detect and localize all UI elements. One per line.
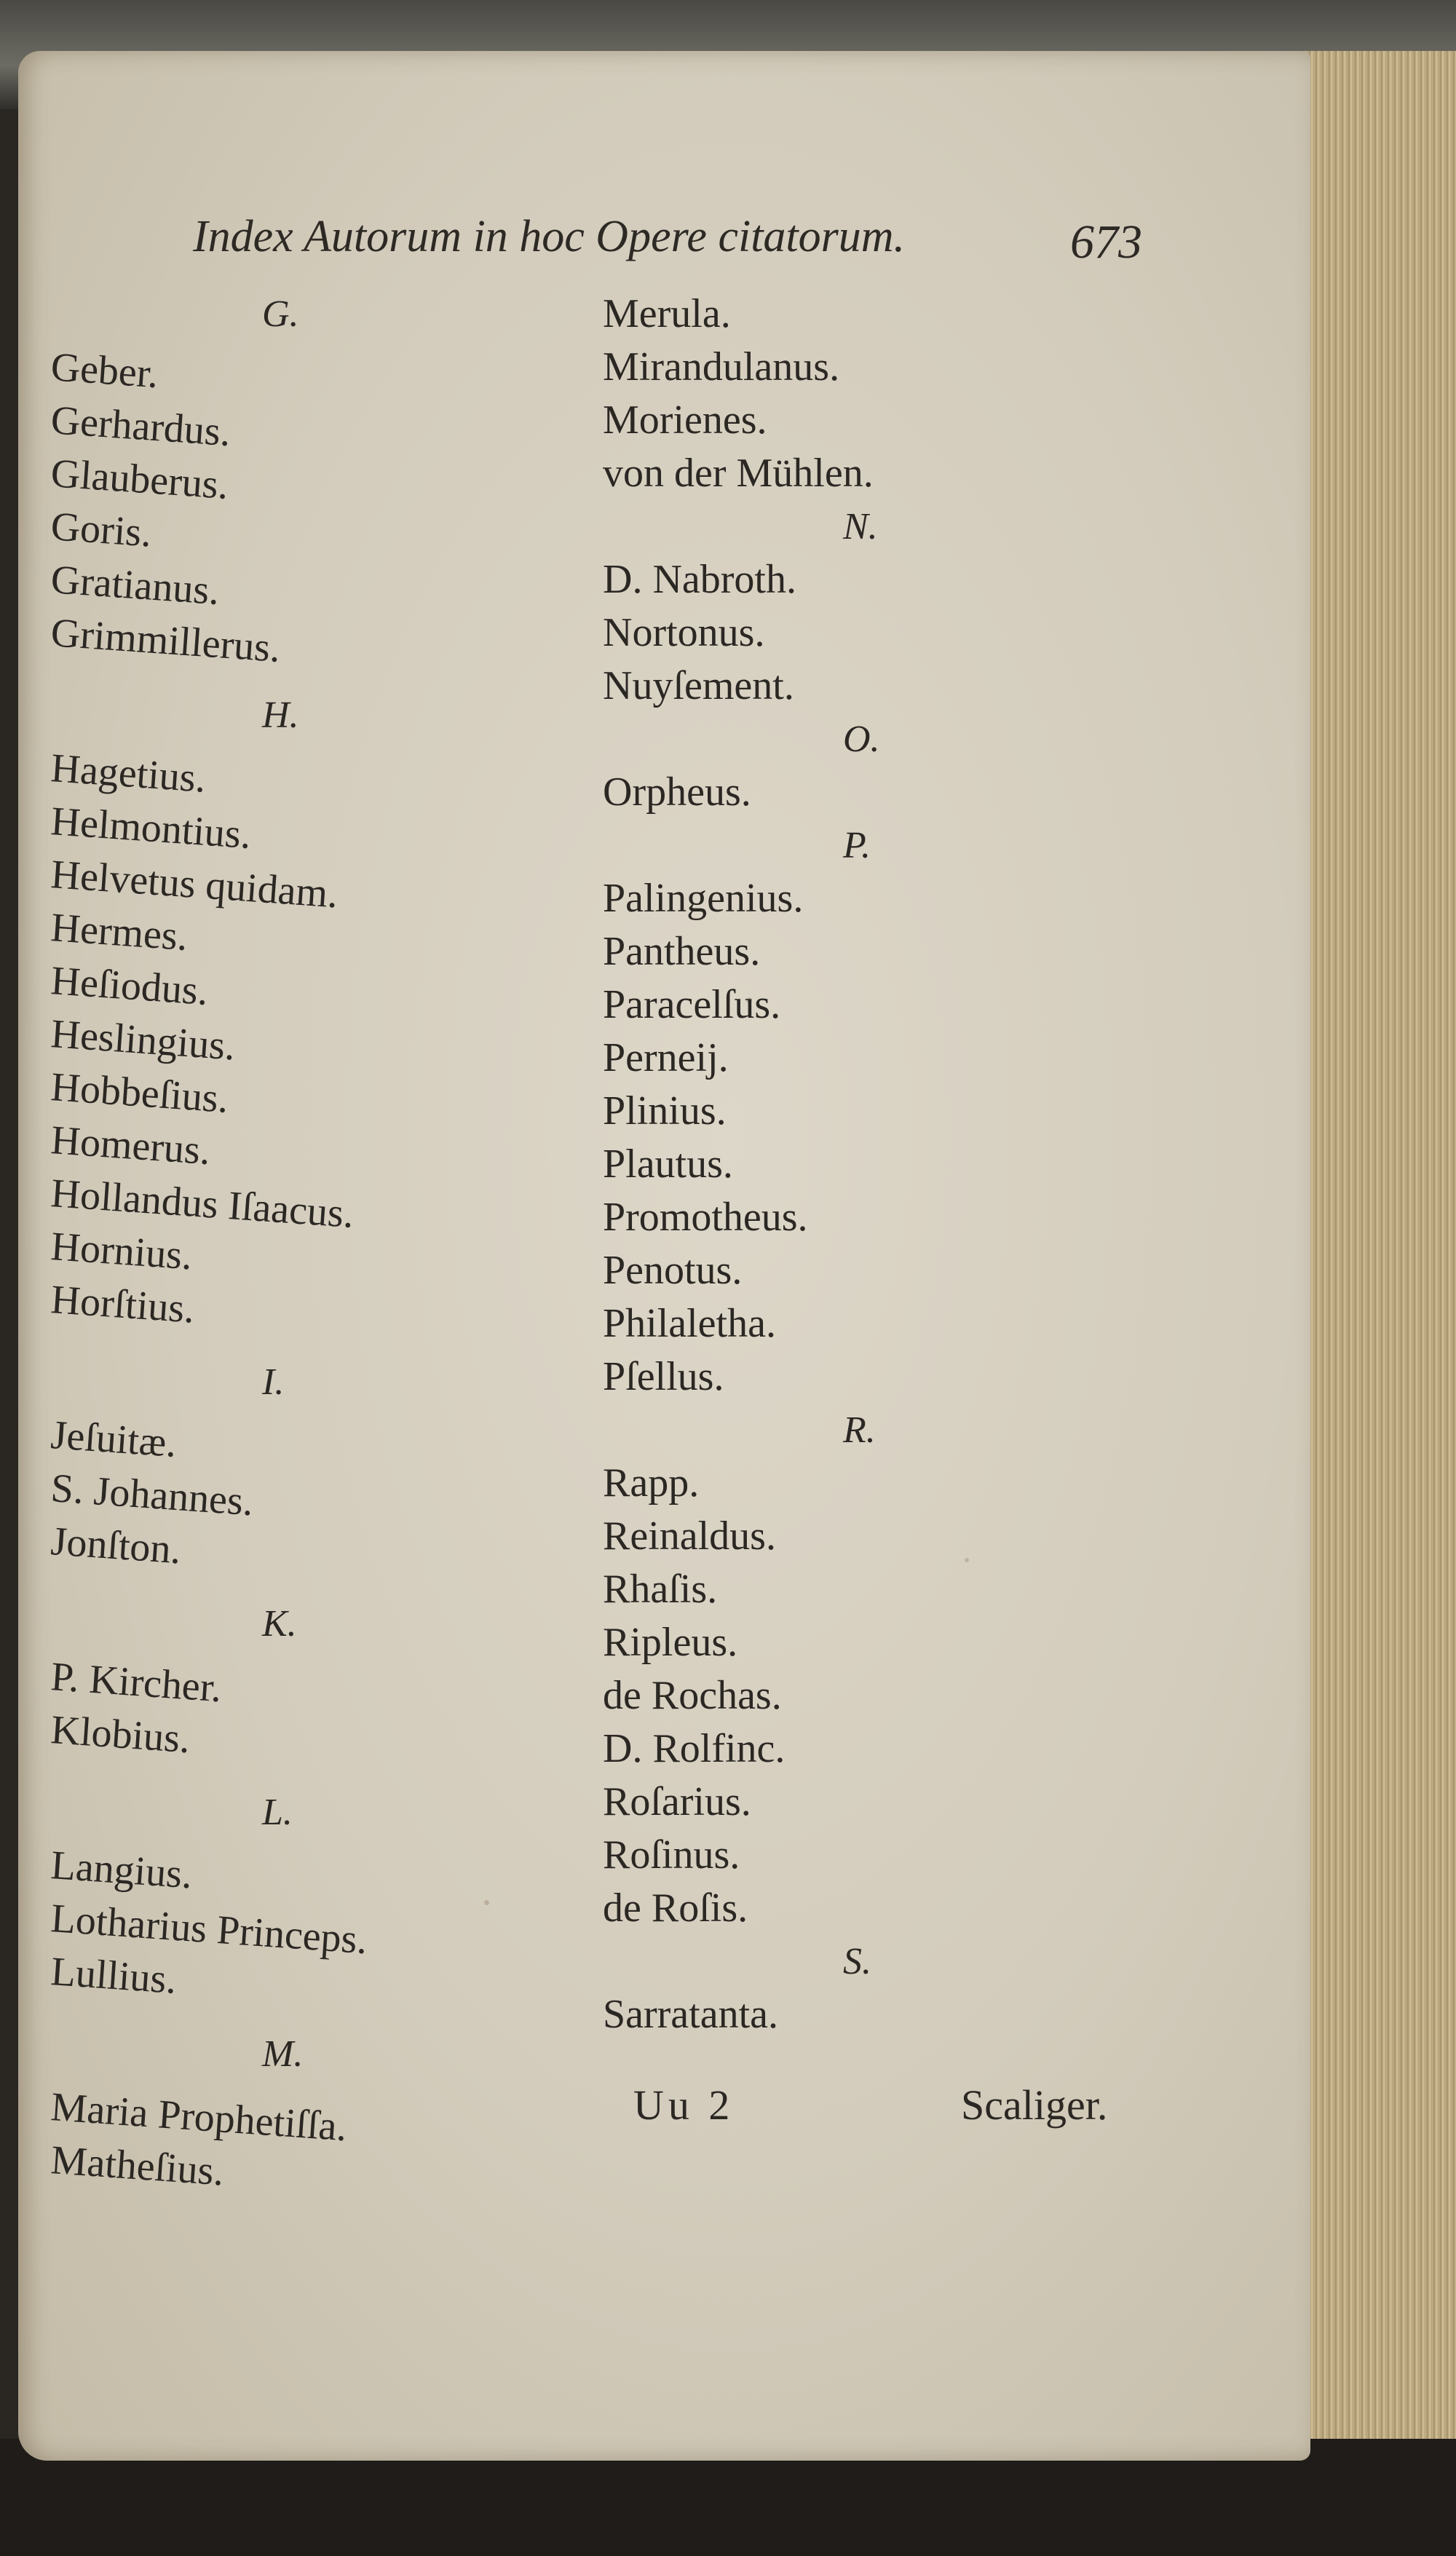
author-name: Perneij. bbox=[603, 1035, 729, 1080]
author-name: de Rochas. bbox=[603, 1673, 782, 1718]
author-name: von der Mühlen. bbox=[603, 451, 874, 496]
author-name: Helmontius. bbox=[49, 799, 253, 858]
author-name: Rhaſis. bbox=[603, 1567, 718, 1612]
author-name: Mirandulanus. bbox=[603, 344, 840, 389]
author-name: Matheſius. bbox=[49, 2137, 226, 2195]
author-name: Gratianus. bbox=[49, 557, 221, 614]
author-name: Glauberus. bbox=[49, 451, 230, 508]
author-name: Nortonus. bbox=[603, 610, 765, 655]
author-name: Plautus. bbox=[603, 1142, 733, 1187]
author-name: Ripleus. bbox=[603, 1620, 738, 1665]
author-name: Heslingius. bbox=[49, 1011, 237, 1069]
author-name: Hornius. bbox=[49, 1224, 194, 1279]
author-name: Grimmillerus. bbox=[49, 610, 282, 671]
section-letter: G. bbox=[262, 293, 299, 335]
author-name: Promotheus. bbox=[603, 1195, 808, 1240]
section-letter: N. bbox=[843, 506, 878, 547]
author-name: Palingenius. bbox=[603, 876, 804, 921]
section-letter: O. bbox=[843, 719, 880, 760]
left-index-column bbox=[49, 288, 459, 2195]
author-name: Gerhardus. bbox=[49, 397, 232, 456]
stain-spot bbox=[484, 1900, 489, 1905]
author-name: Horſtius. bbox=[49, 1277, 197, 1332]
section-letter: M. bbox=[262, 2033, 304, 2075]
section-gap bbox=[51, 1568, 459, 1597]
author-name: S. Johannes. bbox=[49, 1465, 255, 1525]
author-name: Heſiodus. bbox=[49, 958, 210, 1015]
right-index-column bbox=[603, 288, 1127, 2041]
section-letter: P. bbox=[843, 825, 871, 866]
author-name: Lullius. bbox=[49, 1949, 178, 2003]
author-name: Jeſuitæ. bbox=[49, 1412, 178, 1466]
author-name: D. Rolfinc. bbox=[603, 1726, 786, 1771]
author-name: Helvetus quidam. bbox=[49, 852, 340, 917]
author-name: Roſarius. bbox=[603, 1779, 751, 1824]
page-number: 673 bbox=[1070, 215, 1142, 269]
section-letter: K. bbox=[262, 1603, 297, 1645]
author-name: Plinius. bbox=[603, 1088, 727, 1133]
section-letter: H. bbox=[262, 695, 299, 736]
author-name: Pſellus. bbox=[603, 1354, 724, 1399]
section-letter: R. bbox=[843, 1409, 876, 1451]
author-name: Roſinus. bbox=[603, 1832, 740, 1878]
page-header-title: Index Autorum in hoc Opere citatorum. bbox=[193, 212, 906, 261]
author-name: Geber. bbox=[49, 344, 160, 397]
author-name: Maria Prophetiſſa. bbox=[49, 2084, 349, 2151]
author-name: Sarratanta. bbox=[603, 1992, 778, 2037]
author-name: Rapp. bbox=[603, 1460, 700, 1505]
author-name: Hobbeſius. bbox=[49, 1064, 230, 1122]
section-gap bbox=[51, 660, 459, 689]
author-name: Morienes. bbox=[603, 397, 767, 443]
author-name: D. Nabroth. bbox=[603, 557, 796, 602]
section-gap bbox=[51, 1757, 459, 1786]
author-name: Nuyſement. bbox=[603, 663, 794, 708]
section-letter: L. bbox=[262, 1792, 293, 1833]
author-name: Goris. bbox=[49, 504, 154, 556]
author-name: Penotus. bbox=[603, 1248, 743, 1293]
section-letter: S. bbox=[843, 1941, 871, 1982]
author-name: Langius. bbox=[49, 1843, 194, 1898]
section-gap bbox=[51, 1326, 459, 1356]
author-name: Paracelſus. bbox=[603, 982, 781, 1027]
signature-mark: Uu 2 bbox=[633, 2081, 735, 2129]
author-name: Jonſton. bbox=[49, 1519, 183, 1573]
author-name: Pantheus. bbox=[603, 929, 761, 974]
section-gap bbox=[51, 1998, 459, 2027]
section-letter: I. bbox=[262, 1361, 285, 1403]
author-name: Homerus. bbox=[49, 1117, 212, 1174]
author-name: Hermes. bbox=[49, 905, 189, 960]
author-name: Hagetius. bbox=[49, 745, 207, 802]
author-name: Lotharius Princeps. bbox=[49, 1896, 369, 1963]
author-name: de Roſis. bbox=[603, 1886, 748, 1931]
author-name: Orpheus. bbox=[603, 769, 751, 815]
author-name: Hollandus Iſaacus. bbox=[49, 1171, 355, 1237]
author-name: Merula. bbox=[603, 291, 731, 336]
author-name: Reinaldus. bbox=[603, 1514, 776, 1559]
author-name: P. Kircher. bbox=[49, 1654, 223, 1712]
author-name: Klobius. bbox=[49, 1707, 192, 1762]
catchword: Scaliger. bbox=[961, 2081, 1108, 2129]
author-name: Philaletha. bbox=[603, 1301, 776, 1346]
